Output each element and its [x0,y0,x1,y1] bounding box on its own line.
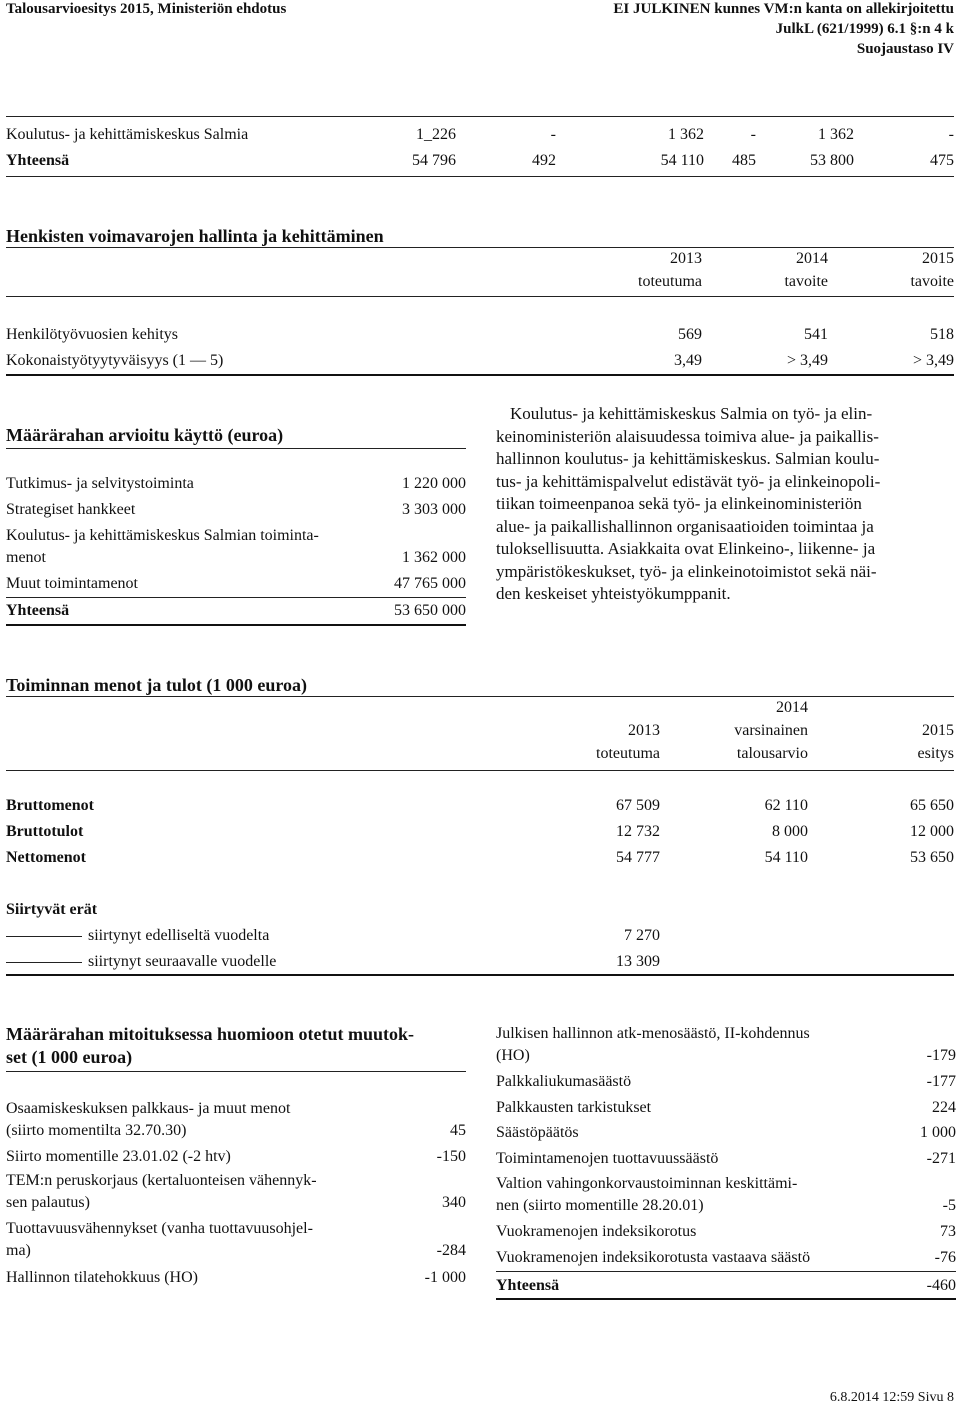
cell: > 3,49 [786,352,828,369]
item-label: Palkkausten tarkistukset [496,1099,652,1116]
item-value: 45 [450,1122,466,1139]
muutokset-bottom-rule [496,1298,956,1300]
item-value: -5 [942,1197,956,1214]
cell: - [750,126,756,143]
row-label: Bruttotulot [6,823,84,840]
list-item [496,1072,956,1094]
cell: 67 509 [616,797,660,814]
item-label: Muut toimintamenot [6,575,138,592]
col-sub: tavoite [910,273,954,290]
cell: 1 362 [668,126,704,143]
row-label: Kokonaistyötyytyväisyys (1 — 5) [6,352,224,369]
cell: 53 800 [810,152,854,169]
item-label-cont: nen (siirto momentille 28.20.01) [496,1197,704,1214]
list-item [6,474,466,496]
list-item [6,574,466,596]
item-label-cont: sen palautus) [6,1194,90,1211]
item-value: 224 [932,1099,956,1116]
cell: 53 650 [910,849,954,866]
list-item [6,1171,466,1215]
header-right-line-3: Suojaustaso IV [856,41,954,57]
col-year: 2015 [922,250,954,267]
item-value: -76 [934,1249,956,1266]
col-year: 2013 [670,250,702,267]
section-title-maararaha: Määrärahan arvioitu käyttö (euroa) [6,425,284,445]
item-label: Valtion vahingonkorvaustoiminnan keskittämi- [496,1175,798,1192]
list-item [6,1219,466,1263]
cell: 1 362 [818,126,854,143]
dash-marker [6,962,82,963]
list-item [496,1024,956,1068]
cell: 13 309 [616,953,660,970]
henkisten-header-rule [6,296,954,297]
item-value: 340 [442,1194,466,1211]
desc-line: Koulutus- ja kehittämiskeskus Salmia on työ- ja elin- [510,404,873,423]
item-value: -271 [926,1150,956,1167]
desc-line: tus- ja kehittämispalvelut edistävät työ- ja elinkeinopoli- [496,471,881,491]
table-row [6,796,954,818]
total-row [496,1276,956,1298]
cell: 541 [804,326,828,343]
cell: 1_226 [416,126,456,143]
maararaha-total-rule [6,597,466,598]
item-value: 1 220 000 [402,475,466,492]
item-value: -284 [436,1242,466,1259]
table-row [6,351,954,373]
item-value: 3 303 000 [402,501,466,518]
cell: 518 [930,326,954,343]
title-line: Määrärahan mitoituksessa huomioon otetut muutok- [6,1024,415,1044]
cell: > 3,49 [912,352,954,369]
row-label: Koulutus- ja kehittämiskeskus Salmia [6,126,249,143]
table-row-total [6,151,954,173]
siirtyvat-label [6,926,269,945]
top-table-bottom-rule [6,176,954,177]
col-year: 2015 [922,722,954,739]
item-label: Säästöpäätös [496,1124,579,1141]
col-sub: toteutuma [596,745,660,762]
toiminnan-header-rule [6,770,954,771]
cell: 65 650 [910,797,954,814]
item-value: -1 000 [424,1269,466,1286]
item-value: 47 765 000 [394,575,466,592]
item-label: Siirto momentille 23.01.02 (-2 htv) [6,1148,231,1165]
row-label: Yhteensä [6,152,70,169]
item-label: Toimintamenojen tuottavuussäästö [496,1150,719,1167]
cell: 475 [930,152,954,169]
toiminnan-bottom-rule [6,974,954,976]
list-item [496,1248,956,1270]
siirtyvat-title: Siirtyvät erät [6,901,98,918]
header-right-line-1: EI JULKINEN kunnes VM:n kanta on allekirjoitettu [613,1,954,17]
col-year: 2014 [776,699,808,716]
cell: 54 777 [616,849,660,866]
item-value: 1 362 000 [402,549,466,566]
item-label: Osaamiskeskuksen palkkaus- ja muut menot [6,1100,291,1117]
desc-line: den keskeiset yhteistyökumppanit. [496,584,731,603]
section-title-toiminnan: Toiminnan menot ja tulot (1 000 euroa) [6,675,308,695]
row-label: Nettomenot [6,849,86,866]
list-item [6,1268,466,1290]
table-row [6,848,954,870]
item-label: Strategiset hankkeet [6,501,136,518]
total-value: 53 650 000 [394,602,466,619]
col-sub: varsinainen [734,722,808,739]
cell: 569 [678,326,702,343]
list-item [496,1123,956,1145]
dash-marker [6,936,82,937]
table-row [6,325,954,347]
list-item [6,1099,466,1143]
list-item [6,500,466,522]
henkisten-title-rule [6,247,954,248]
total-label: Yhteensä [6,602,70,619]
toiminnan-title-rule [6,696,954,697]
item-label: Vuokramenojen indeksikorotus [496,1223,697,1240]
item-label: TEM:n peruskorjaus (kertaluonteisen vähennyk- [6,1172,317,1189]
maararaha-title-rule [6,448,466,449]
col-sub: tavoite [784,273,828,290]
item-label-cont: menot [6,549,46,566]
header-right-line-2: JulkL (621/1999) 6.1 §:n 4 k [775,21,954,37]
list-item [496,1149,956,1171]
desc-line: alue- ja paikallishallinnon organisaatioiden toimintaa ja [496,516,874,536]
cell: - [948,126,954,143]
cell: - [550,126,556,143]
list-item [496,1174,956,1218]
siirtyvat-label [6,952,276,971]
row-label: Bruttomenot [6,797,94,814]
col-sub: talousarvio [736,745,808,762]
item-value: 73 [940,1223,956,1240]
item-value: -179 [926,1047,956,1064]
col-sub: esitys [917,745,954,762]
desc-line: hallinnon koulutus- ja kehittämiskeskus. Salmian koulu- [496,449,880,468]
total-row [6,601,466,623]
cell: 7 270 [624,927,660,944]
muutokset-title-rule [6,1071,466,1072]
table-row [6,926,954,948]
siirtyvat-label-text: siirtynyt seuraavalle vuodelle [88,953,277,970]
item-label: Tutkimus- ja selvitystoiminta [6,475,194,492]
desc-line: tuloksellisuutta. Asiakkaita ovat Elinkeino-, liikenne- ja [496,539,876,558]
item-label: Hallinnon tilatehokkuus (HO) [6,1269,198,1286]
top-table-rule [6,116,954,117]
section-title-muutokset [6,1023,466,1069]
table-row [6,822,954,844]
table-row [6,125,954,147]
cell: 54 110 [764,849,808,866]
item-value: -150 [436,1148,466,1165]
row-label: Henkilötyövuosien kehitys [6,326,178,343]
cell: 54 110 [660,152,704,169]
cell: 3,49 [674,352,702,369]
header-left: Talousarvioesitys 2015, Ministeriön ehdotus [6,1,287,17]
cell: 54 796 [412,152,456,169]
cell: 12 732 [616,823,660,840]
item-label: Koulutus- ja kehittämiskeskus Salmian toiminta- [6,527,319,544]
desc-line: keinoministeriön alaisuudessa toimiva alue- ja paikallis- [496,426,879,446]
item-label: Tuottavuusvähennykset (vanha tuottavuusohjel- [6,1220,313,1237]
cell: 8 000 [772,823,808,840]
item-label-cont: (siirto momentilta 32.70.30) [6,1122,187,1139]
col-year: 2013 [628,722,660,739]
cell: 485 [732,152,756,169]
table-row [6,952,954,974]
title-line: set (1 000 euroa) [6,1047,133,1067]
item-value: -177 [926,1073,956,1090]
item-label-cont: ma) [6,1242,31,1259]
item-label-cont: (HO) [496,1047,530,1064]
total-label: Yhteensä [496,1277,560,1294]
item-label: Palkkaliukumasäästö [496,1073,632,1090]
maararaha-bottom-rule [6,624,466,626]
item-label: Julkisen hallinnon atk-menosäästö, II-kohdennus [496,1025,810,1042]
footer-timestamp: 6.8.2014 12:59 Sivu 8 [829,1390,954,1405]
henkisten-bottom-rule [6,374,954,376]
col-sub: toteutuma [638,273,702,290]
list-item [6,526,466,570]
cell: 492 [532,152,556,169]
desc-line: tiikan toimeenpanoa sekä työ- ja elinkeinoministeriön [496,494,862,513]
total-value: -460 [926,1277,956,1294]
list-item [6,1147,466,1169]
list-item [496,1222,956,1244]
col-year: 2014 [796,250,828,267]
muutokset-total-rule [496,1271,956,1272]
cell: 62 110 [764,797,808,814]
description [496,403,956,606]
item-value: 1 000 [920,1124,956,1141]
cell: 12 000 [910,823,954,840]
section-title-henkisten: Henkisten voimavarojen hallinta ja kehittäminen [6,226,384,246]
item-label: Vuokramenojen indeksikorotusta vastaava säästö [496,1249,811,1266]
desc-line: ympäristökeskukset, työ- ja elinkeinotoimistot sekä näi- [496,561,877,581]
siirtyvat-label-text: siirtynyt edelliseltä vuodelta [88,927,270,944]
list-item [496,1098,956,1120]
